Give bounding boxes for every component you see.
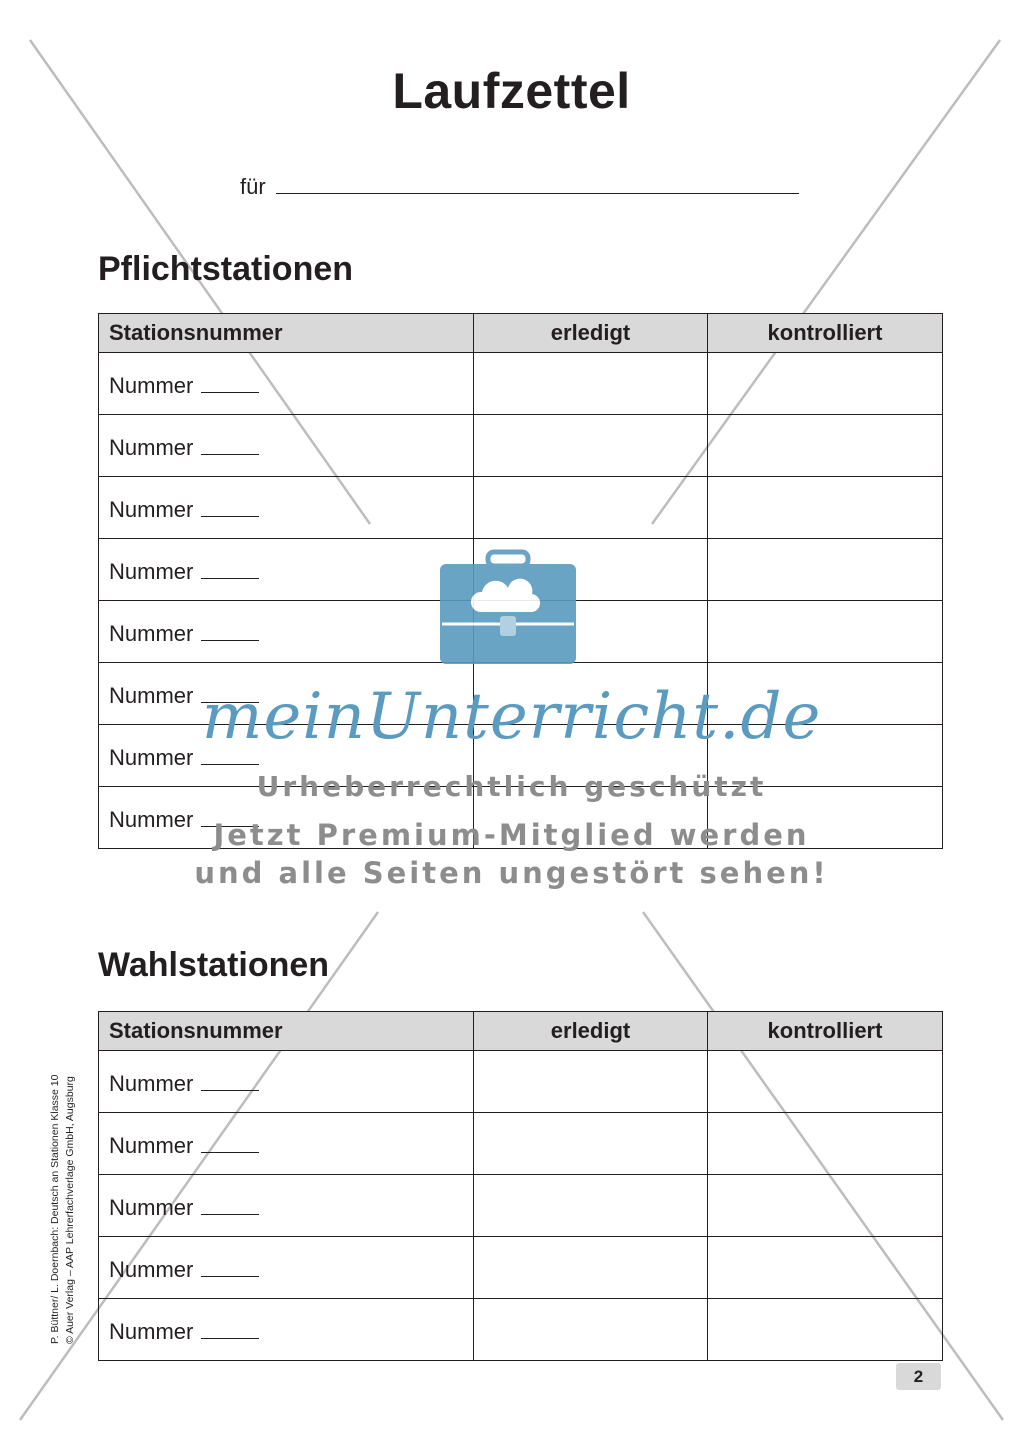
station-number-label: Nummer — [109, 620, 194, 646]
checked-cell[interactable] — [708, 1299, 943, 1361]
station-number-label: Nummer — [109, 806, 194, 832]
checked-cell[interactable] — [708, 539, 943, 601]
station-number-cell — [99, 601, 474, 663]
station-number-cell — [99, 1113, 474, 1175]
station-number-label: Nummer — [109, 496, 194, 522]
station-number-blank[interactable] — [201, 1134, 259, 1153]
checked-cell[interactable] — [708, 1175, 943, 1237]
station-number-label: Nummer — [109, 1318, 194, 1344]
page-title: Laufzettel — [392, 63, 631, 119]
name-field-line[interactable] — [276, 193, 799, 194]
table-row — [99, 1237, 943, 1299]
watermark-copyright-notice: Urheberrechtlich geschützt — [256, 770, 767, 803]
checked-cell[interactable] — [708, 415, 943, 477]
column-header-done: erledigt — [474, 314, 708, 353]
done-cell[interactable] — [474, 477, 708, 539]
station-number-label: Nummer — [109, 434, 194, 460]
station-number-label: Nummer — [109, 744, 194, 770]
page-number: 2 — [896, 1363, 941, 1390]
station-number-label: Nummer — [109, 1194, 194, 1220]
optional-stations-table — [98, 1011, 943, 1361]
station-number-blank[interactable] — [201, 1196, 259, 1215]
copyright-line-authors: P. Büttner/ L. Doernbach: Deutsch an Stationen Klasse 10 — [49, 1074, 61, 1344]
station-number-cell — [99, 539, 474, 601]
station-number-cell — [99, 415, 474, 477]
done-cell[interactable] — [474, 1175, 708, 1237]
optional-stations-heading: Wahlstationen — [98, 946, 330, 984]
done-cell[interactable] — [474, 415, 708, 477]
table-row — [99, 415, 943, 477]
table-header-row — [99, 1012, 943, 1051]
station-number-label: Nummer — [109, 1256, 194, 1282]
done-cell[interactable] — [474, 353, 708, 415]
station-number-cell — [99, 1299, 474, 1361]
station-number-blank[interactable] — [201, 1072, 259, 1091]
done-cell[interactable] — [474, 1051, 708, 1113]
station-number-label: Nummer — [109, 1132, 194, 1158]
table-row — [99, 477, 943, 539]
watermark-premium-line2: und alle Seiten ungestört sehen! — [194, 856, 829, 890]
checked-cell[interactable] — [708, 1237, 943, 1299]
station-number-cell — [99, 1237, 474, 1299]
done-cell[interactable] — [474, 1237, 708, 1299]
column-header-done: erledigt — [474, 1012, 708, 1051]
station-number-cell — [99, 1051, 474, 1113]
table-row — [99, 1299, 943, 1361]
column-header-checked: kontrolliert — [708, 1012, 943, 1051]
station-number-cell — [99, 1175, 474, 1237]
copyright-line-publisher: © Auer Verlag – AAP Lehrerfachverlage GmbH, Augsburg — [64, 1076, 76, 1344]
table-row — [99, 1113, 943, 1175]
column-header-station-number: Stationsnummer — [99, 1012, 474, 1051]
checked-cell[interactable] — [708, 353, 943, 415]
copyright-notice — [48, 1075, 78, 1344]
station-number-label: Nummer — [109, 372, 194, 398]
mandatory-stations-heading: Pflichtstationen — [98, 250, 354, 288]
table-row — [99, 353, 943, 415]
station-number-label: Nummer — [109, 682, 194, 708]
station-number-blank[interactable] — [201, 1258, 259, 1277]
station-number-label: Nummer — [109, 1070, 194, 1096]
station-number-cell — [99, 477, 474, 539]
column-header-checked: kontrolliert — [708, 314, 943, 353]
station-number-blank[interactable] — [201, 622, 259, 641]
station-number-blank[interactable] — [201, 498, 259, 517]
station-number-blank[interactable] — [201, 436, 259, 455]
station-number-blank[interactable] — [201, 1320, 259, 1339]
station-number-cell — [99, 353, 474, 415]
checked-cell[interactable] — [708, 601, 943, 663]
table-row — [99, 1175, 943, 1237]
table-row — [99, 1051, 943, 1113]
fuer-label: für — [240, 174, 266, 199]
checked-cell[interactable] — [708, 477, 943, 539]
watermark-brand: meinUnterricht.de — [201, 680, 822, 754]
watermark-premium-line1: Jetzt Premium-Mitglied werden — [213, 818, 810, 852]
station-number-label: Nummer — [109, 558, 194, 584]
table-header-row — [99, 314, 943, 353]
briefcase-cloud-icon — [436, 548, 580, 668]
checked-cell[interactable] — [708, 1051, 943, 1113]
done-cell[interactable] — [474, 1113, 708, 1175]
done-cell[interactable] — [474, 1299, 708, 1361]
column-header-station-number: Stationsnummer — [99, 314, 474, 353]
station-number-blank[interactable] — [201, 560, 259, 579]
checked-cell[interactable] — [708, 1113, 943, 1175]
station-number-blank[interactable] — [201, 374, 259, 393]
